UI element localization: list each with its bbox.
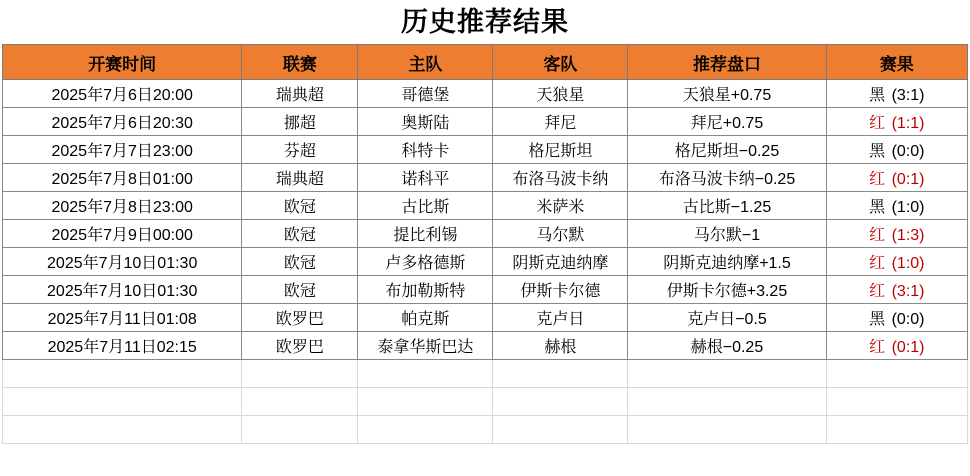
cell-line: 古比斯−1.25 (628, 192, 826, 220)
column-header-result: 赛果 (826, 45, 967, 80)
cell-home: 诺科平 (358, 164, 493, 192)
empty-cell[interactable] (826, 388, 967, 416)
cell-away: 赫根 (493, 332, 628, 360)
cell-away: 拜尼 (493, 108, 628, 136)
cell-home: 奥斯陆 (358, 108, 493, 136)
cell-line: 天狼星+0.75 (628, 80, 826, 108)
result-badge: 红 (869, 227, 886, 244)
table-row (3, 332, 968, 360)
cell-home: 古比斯 (358, 192, 493, 220)
cell-line: 布洛马波卡纳−0.25 (628, 164, 826, 192)
result-badge: 红 (869, 115, 886, 132)
cell-line: 克卢日−0.5 (628, 304, 826, 332)
cell-league: 挪超 (242, 108, 358, 136)
empty-row (3, 360, 968, 388)
empty-cell[interactable] (493, 416, 628, 444)
cell-away: 天狼星 (493, 80, 628, 108)
cell-home: 哥德堡 (358, 80, 493, 108)
empty-cell[interactable] (3, 416, 242, 444)
cell-time: 2025年7月11日01:08 (3, 304, 242, 332)
empty-cell[interactable] (628, 416, 826, 444)
result-score: (0:1) (891, 339, 925, 356)
column-header-home: 主队 (358, 45, 493, 80)
empty-cell[interactable] (3, 388, 242, 416)
cell-line: 马尔默−1 (628, 220, 826, 248)
cell-home: 布加勒斯特 (358, 276, 493, 304)
column-header-league: 联赛 (242, 45, 358, 80)
empty-cell[interactable] (358, 388, 493, 416)
cell-away: 阴斯克迪纳摩 (493, 248, 628, 276)
history-results-table (2, 44, 968, 360)
result-score: (3:1) (891, 283, 925, 300)
table-row (3, 192, 968, 220)
cell-result (826, 108, 967, 136)
column-header-time: 开赛时间 (3, 45, 242, 80)
empty-cell[interactable] (242, 416, 358, 444)
cell-line: 阴斯克迪纳摩+1.5 (628, 248, 826, 276)
cell-line: 格尼斯坦−0.25 (628, 136, 826, 164)
cell-time: 2025年7月8日01:00 (3, 164, 242, 192)
empty-grid-area (2, 360, 968, 444)
result-score: (3:1) (891, 87, 925, 104)
empty-cell[interactable] (826, 360, 967, 388)
result-score: (1:1) (891, 115, 925, 132)
cell-home: 帕克斯 (358, 304, 493, 332)
cell-time: 2025年7月6日20:30 (3, 108, 242, 136)
cell-away: 克卢日 (493, 304, 628, 332)
result-badge: 黑 (869, 87, 886, 104)
cell-result (826, 220, 967, 248)
table-row (3, 164, 968, 192)
empty-cell[interactable] (826, 416, 967, 444)
cell-time: 2025年7月11日02:15 (3, 332, 242, 360)
column-header-away: 客队 (493, 45, 628, 80)
result-badge: 黑 (869, 311, 886, 328)
result-badge: 红 (869, 339, 886, 356)
cell-time: 2025年7月6日20:00 (3, 80, 242, 108)
table-row (3, 276, 968, 304)
table-row (3, 136, 968, 164)
cell-home: 科特卡 (358, 136, 493, 164)
cell-result (826, 136, 967, 164)
empty-cell[interactable] (628, 388, 826, 416)
column-header-line: 推荐盘口 (628, 45, 826, 80)
cell-line: 伊斯卡尔德+3.25 (628, 276, 826, 304)
cell-result (826, 304, 967, 332)
cell-league: 芬超 (242, 136, 358, 164)
empty-cell[interactable] (358, 416, 493, 444)
cell-time: 2025年7月10日01:30 (3, 276, 242, 304)
empty-cell[interactable] (242, 388, 358, 416)
table-row (3, 304, 968, 332)
cell-away: 格尼斯坦 (493, 136, 628, 164)
cell-league: 欧冠 (242, 192, 358, 220)
cell-result (826, 276, 967, 304)
result-score: (0:0) (891, 311, 925, 328)
table-row (3, 220, 968, 248)
empty-row (3, 416, 968, 444)
cell-time: 2025年7月8日23:00 (3, 192, 242, 220)
result-badge: 红 (869, 283, 886, 300)
cell-away: 布洛马波卡纳 (493, 164, 628, 192)
cell-league: 欧冠 (242, 276, 358, 304)
table-row (3, 108, 968, 136)
result-badge: 红 (869, 255, 886, 272)
result-score: (1:3) (891, 227, 925, 244)
result-score: (1:0) (891, 255, 925, 272)
cell-league: 瑞典超 (242, 80, 358, 108)
cell-league: 瑞典超 (242, 164, 358, 192)
result-badge: 黑 (869, 143, 886, 160)
cell-result (826, 248, 967, 276)
cell-result (826, 192, 967, 220)
cell-home: 卢多格德斯 (358, 248, 493, 276)
cell-time: 2025年7月9日00:00 (3, 220, 242, 248)
cell-away: 伊斯卡尔德 (493, 276, 628, 304)
empty-cell[interactable] (3, 360, 242, 388)
result-score: (0:1) (891, 171, 925, 188)
cell-result (826, 164, 967, 192)
cell-away: 米萨米 (493, 192, 628, 220)
cell-time: 2025年7月10日01:30 (3, 248, 242, 276)
empty-cell[interactable] (493, 388, 628, 416)
empty-cell[interactable] (242, 360, 358, 388)
cell-line: 拜尼+0.75 (628, 108, 826, 136)
page-title: 历史推荐结果 (401, 7, 569, 37)
cell-league: 欧冠 (242, 248, 358, 276)
cell-time: 2025年7月7日23:00 (3, 136, 242, 164)
cell-home: 泰拿华斯巴达 (358, 332, 493, 360)
result-badge: 红 (869, 171, 886, 188)
cell-home: 提比利锡 (358, 220, 493, 248)
table-row (3, 80, 968, 108)
cell-league: 欧冠 (242, 220, 358, 248)
table-row (3, 248, 968, 276)
empty-cell[interactable] (358, 360, 493, 388)
cell-result (826, 332, 967, 360)
empty-cell[interactable] (628, 360, 826, 388)
empty-row (3, 388, 968, 416)
cell-line: 赫根−0.25 (628, 332, 826, 360)
empty-grid-body (3, 360, 968, 444)
result-score: (0:0) (891, 143, 925, 160)
table-body (3, 80, 968, 360)
cell-result (826, 80, 967, 108)
empty-cell[interactable] (493, 360, 628, 388)
result-badge: 黑 (869, 199, 886, 216)
table-header-row (3, 45, 968, 80)
cell-away: 马尔默 (493, 220, 628, 248)
cell-league: 欧罗巴 (242, 332, 358, 360)
cell-league: 欧罗巴 (242, 304, 358, 332)
result-score: (1:0) (891, 199, 925, 216)
